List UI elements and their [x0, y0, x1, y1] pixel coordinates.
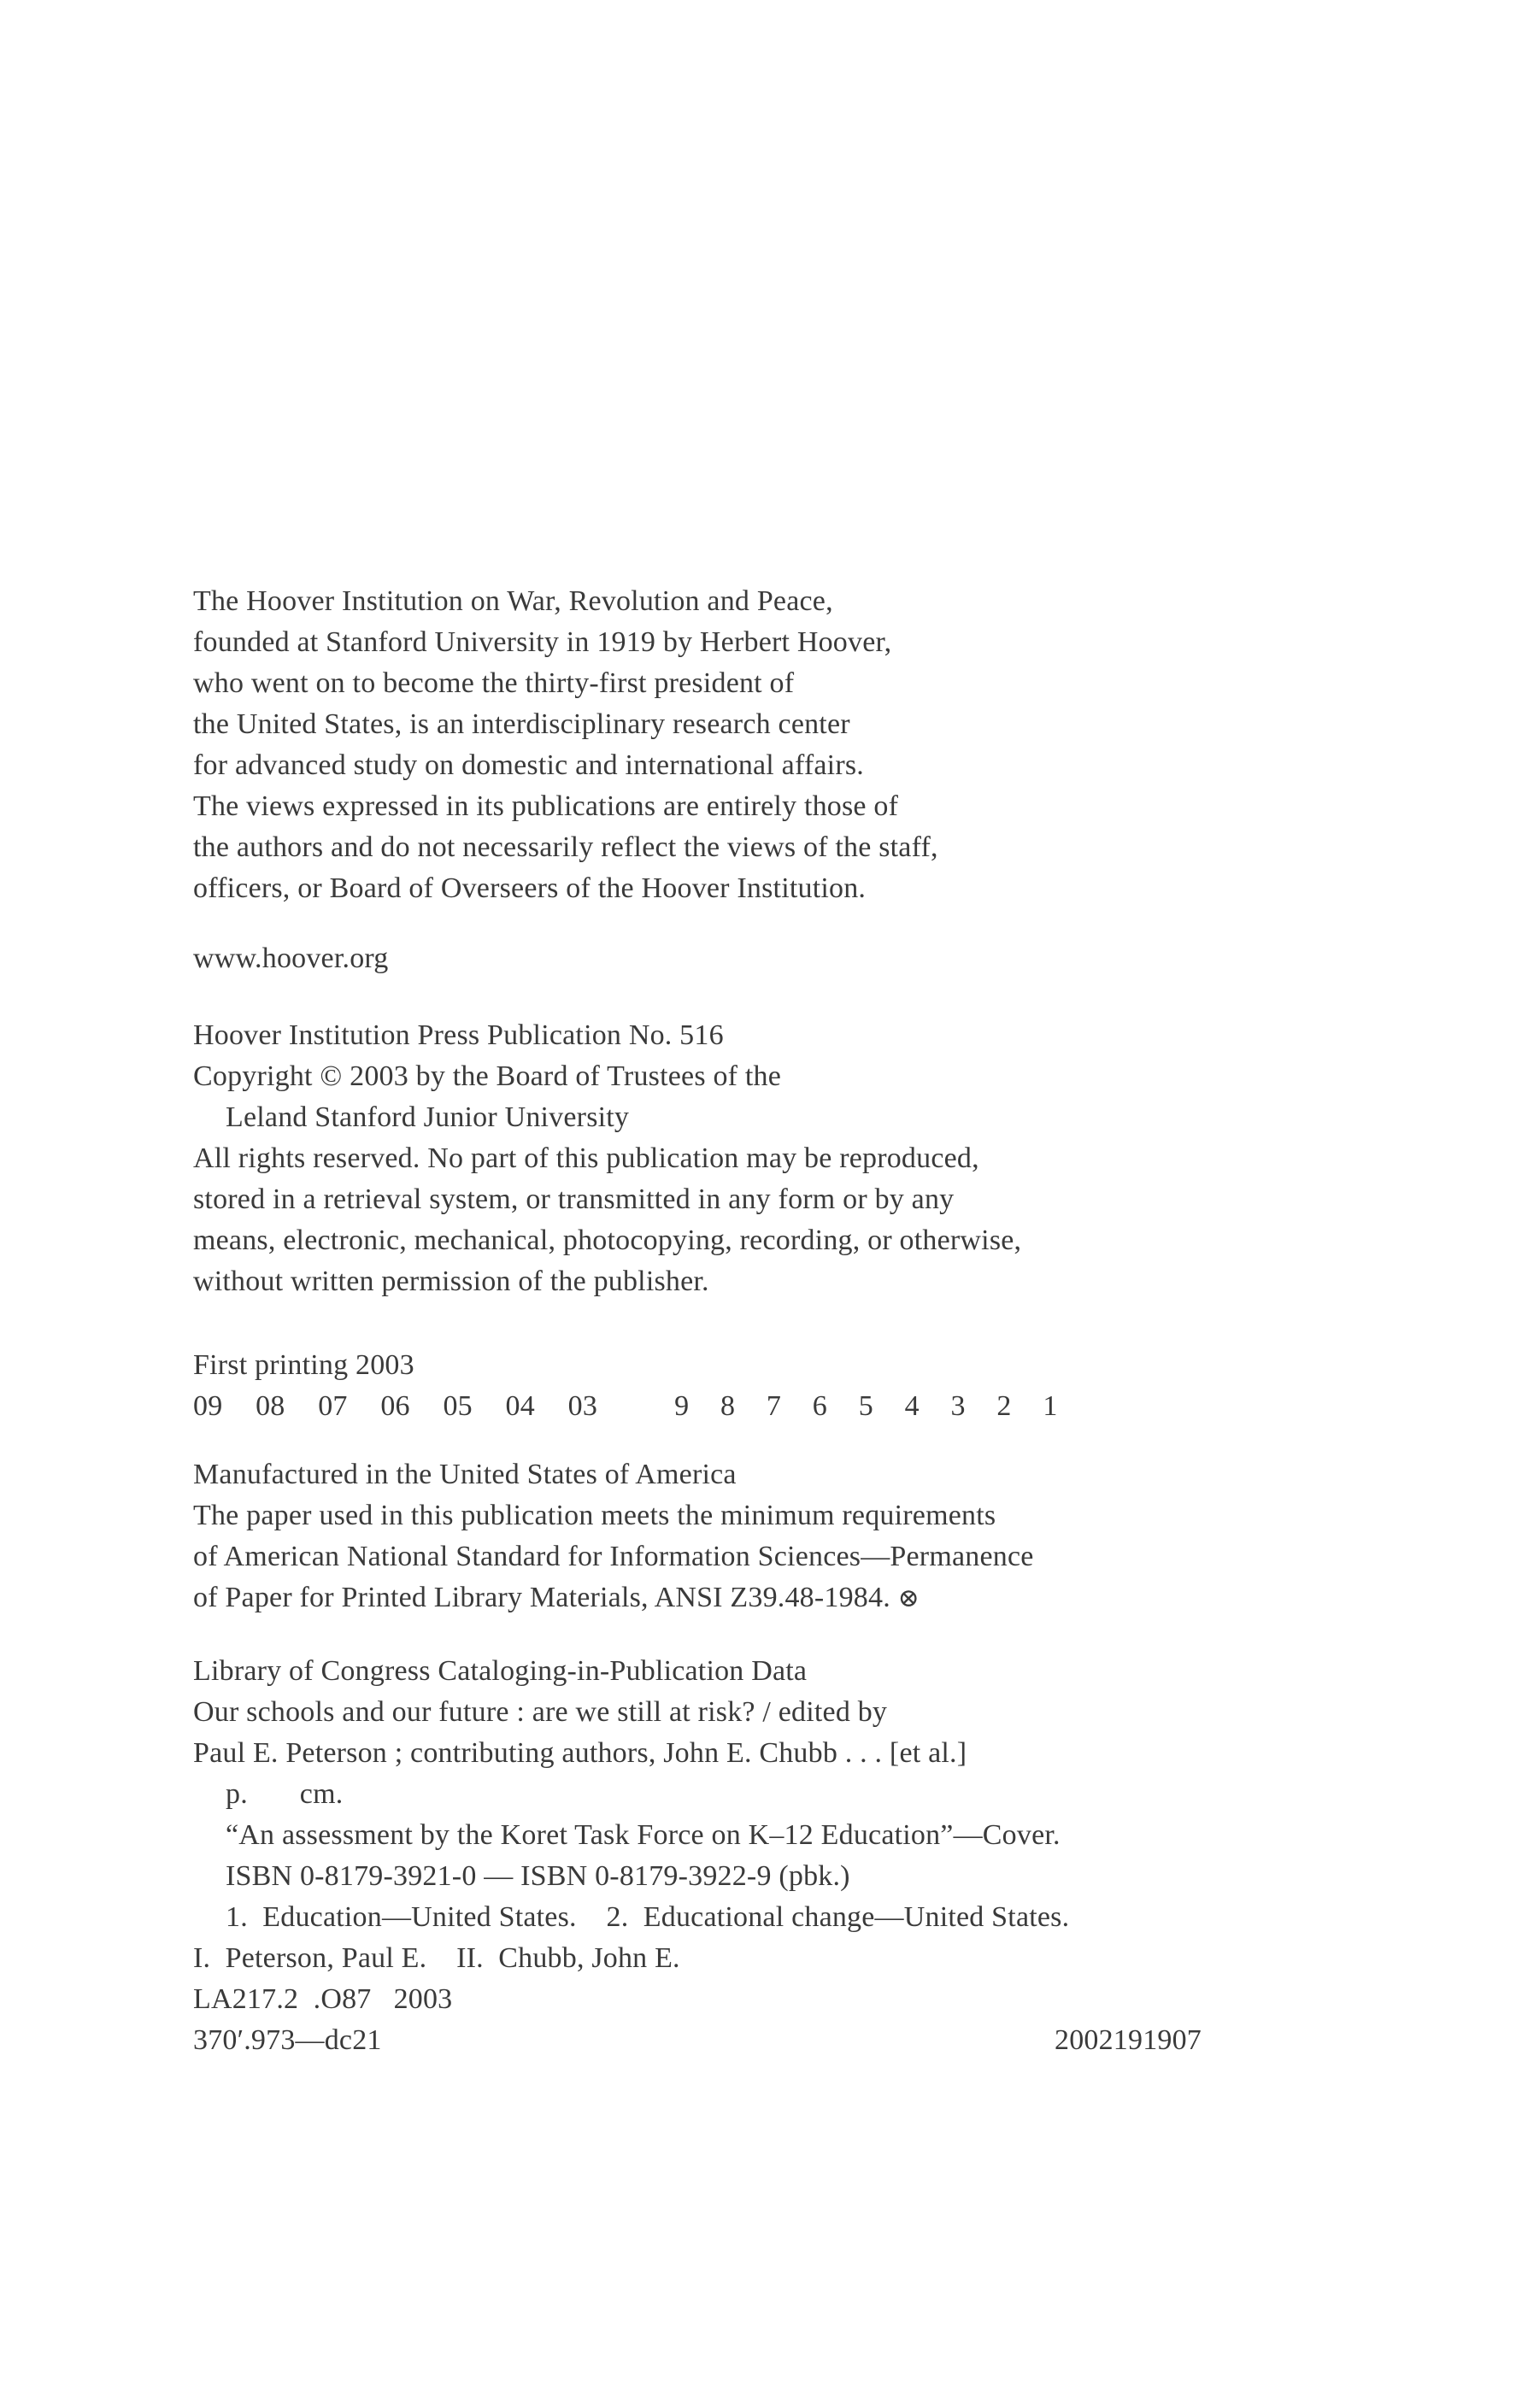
- manufactured-in: Manufactured in the United States of America: [193, 1459, 737, 1490]
- copyright-line: Copyright © 2003 by the Board of Trustees of the: [193, 1060, 782, 1092]
- printing-year: 07: [318, 1390, 348, 1422]
- printing-year: 04: [505, 1390, 535, 1422]
- paper-line: of American National Standard for Information Sciences—Permanence: [193, 1541, 1034, 1572]
- cip-subjects: 1. Education—United States. 2. Educational change—United States.: [226, 1901, 1070, 1933]
- website-link[interactable]: www.hoover.org: [193, 943, 389, 974]
- statement-line: The views expressed in its publications are entirely those of: [193, 790, 899, 822]
- printing-number-line: [193, 1386, 1219, 1427]
- cip-isbn: ISBN 0-8179-3921-0 — ISBN 0-8179-3922-9 (pbk.): [226, 1860, 850, 1892]
- impression-number: 7: [766, 1390, 782, 1422]
- printing-block: [193, 1345, 1219, 1427]
- impression-number: 4: [904, 1390, 920, 1422]
- institution-statement: [193, 581, 1219, 909]
- statement-line: The Hoover Institution on War, Revolution and Peace,: [193, 585, 833, 617]
- copyright-holder: Leland Stanford Junior University: [226, 1101, 630, 1133]
- cip-title-line: Our schools and our future : are we still at risk? / edited by: [193, 1696, 888, 1728]
- printing-year: 06: [380, 1390, 410, 1422]
- impression-number: 2: [996, 1390, 1012, 1422]
- cip-lccn: 2002191907: [1055, 2024, 1202, 2056]
- cip-title-line: Paul E. Peterson ; contributing authors, John E. Chubb . . . [et al.]: [193, 1737, 967, 1769]
- cip-dewey: 370′.973—dc21: [193, 2024, 382, 2056]
- cip-note: “An assessment by the Koret Task Force on K–12 Education”—Cover.: [226, 1819, 1061, 1851]
- cip-block: [193, 1651, 1219, 2061]
- cip-added-entries: I. Peterson, Paul E. II. Chubb, John E.: [193, 1942, 680, 1974]
- impression-number: 6: [812, 1390, 827, 1422]
- cip-heading: Library of Congress Cataloging-in-Publication Data: [193, 1655, 808, 1687]
- paper-line-last: [193, 1577, 1219, 1619]
- printing-year: 08: [256, 1390, 285, 1422]
- cip-lc-call-number: LA217.2 .O87 2003: [193, 1983, 453, 2015]
- paper-line-text: of Paper for Printed Library Materials, ANSI Z39.48-1984.: [193, 1582, 890, 1613]
- permanent-paper-icon: ⊗: [897, 1584, 920, 1612]
- rights-line: stored in a retrieval system, or transmitted in any form or by any: [193, 1183, 955, 1215]
- impression-number: 5: [858, 1390, 873, 1422]
- statement-line: founded at Stanford University in 1919 by Herbert Hoover,: [193, 626, 892, 658]
- paper-line: The paper used in this publication meets the minimum requirements: [193, 1500, 996, 1531]
- printing-year: 05: [443, 1390, 473, 1422]
- printing-impressions: [674, 1386, 1081, 1427]
- manufacture-block: [193, 1454, 1219, 1619]
- rights-line: All rights reserved. No part of this publication may be reproduced,: [193, 1142, 979, 1174]
- website-block: [193, 938, 1219, 979]
- press-publication-number: Hoover Institution Press Publication No. 516: [193, 1019, 724, 1051]
- printing-year: 09: [193, 1390, 223, 1422]
- statement-line: who went on to become the thirty-first president of: [193, 667, 795, 699]
- rights-line: means, electronic, mechanical, photocopying, recording, or otherwise,: [193, 1225, 1022, 1256]
- impression-number: 8: [720, 1390, 736, 1422]
- impression-number: 3: [950, 1390, 966, 1422]
- rights-line: without written permission of the publisher.: [193, 1266, 709, 1297]
- impression-number: 1: [1043, 1390, 1058, 1422]
- cip-classification-row: [193, 2020, 1202, 2061]
- statement-line: the authors and do not necessarily reflect the views of the staff,: [193, 831, 938, 863]
- cip-physical: p. cm.: [226, 1778, 344, 1810]
- printing-year: 03: [567, 1390, 598, 1422]
- statement-line: officers, or Board of Overseers of the Hoover Institution.: [193, 872, 867, 904]
- publication-block: [193, 1015, 1219, 1302]
- printing-years: [193, 1386, 623, 1427]
- first-printing: First printing 2003: [193, 1349, 414, 1381]
- impression-number: 9: [674, 1390, 690, 1422]
- statement-line: for advanced study on domestic and international affairs.: [193, 749, 864, 781]
- statement-line: the United States, is an interdisciplinary research center: [193, 708, 850, 740]
